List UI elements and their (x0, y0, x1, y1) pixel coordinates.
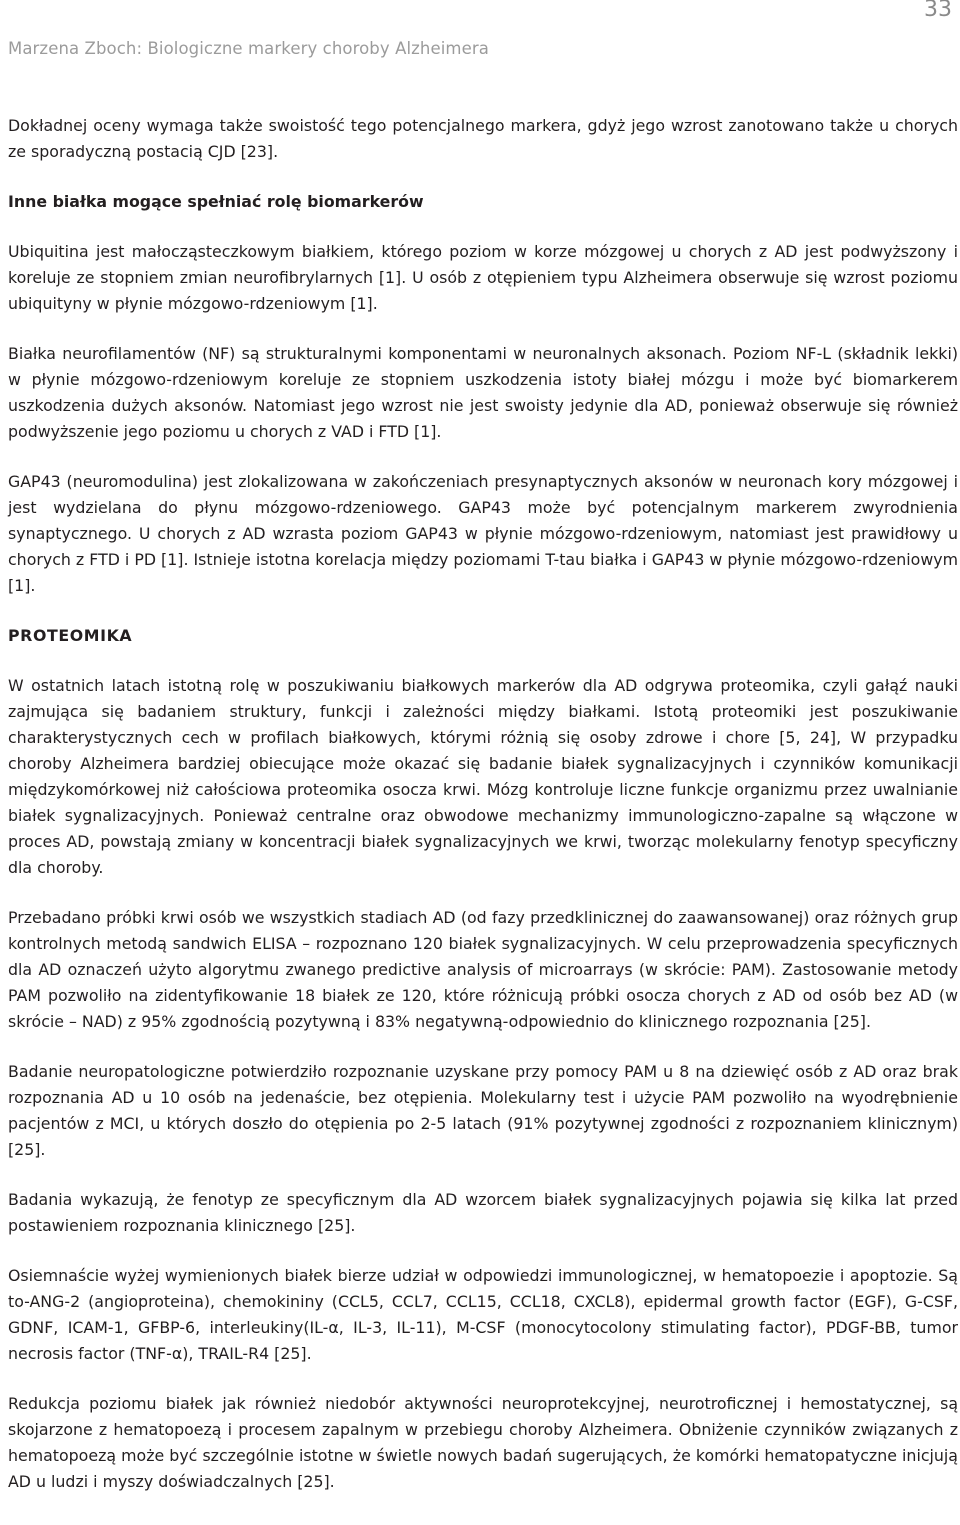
paragraph-elisa: Przebadano próbki krwi osób we wszystkich stadiach AD (od fazy przedklinicznej do zaawansowanej) oraz różnych grup kontrolnych metodą sandwich ELISA – rozpoznano 120 białek sygnalizacyjnych. W celu przeprowadzenia specyficznych dla AD oznaczeń użyto algorytmu zwanego predictive analysis of microarrays (w skrócie: PAM). Zastosowanie metody PAM pozwoliło na zidentyfikowanie 18 białek ze 120, które różnicują próbki osocza chorych z AD od osób bez AD (w skrócie – NAD) z 95% zgodnością pozytywną i 83% negatywną-odpowiednio do klinicznego rozpoznania [25]. (8, 908, 958, 1031)
article-body (8, 113, 958, 1519)
paragraph-intro: Dokładnej oceny wymaga także swoistość tego potencjalnego markera, gdyż jego wzrost zanotowano także u chorych ze sporadyczną postacią CJD [23]. (8, 116, 958, 161)
paragraph-gap43: GAP43 (neuromodulina) jest zlokalizowana w zakończeniach presynaptycznych aksonów w neuronach kory mózgowej i jest wydzielana do płynu mózgowo-rdzeniowego. GAP43 może być potencjalnym markerem zwyrodnienia synaptycznego. U chorych z AD wzrasta poziom GAP43 w płynie mózgowo-rdzeniowym, natomiast jest prawidłowy u chorych z FTD i PD [1]. Istnieje istotna korelacja między poziomami T-tau białka i GAP43 w płynie mózgowo-rdzeniowym [1]. (8, 472, 958, 595)
paragraph-neuropathology: Badanie neuropatologiczne potwierdziło rozpoznanie uzyskane przy pomocy PAM u 8 na dziewięć osób z AD oraz brak rozpoznania AD u 10 osób na jedenaście, bez otępienia. Molekularny test i użycie PAM pozwoliło na wyodrębnienie pacjentów z MCI, u których doszło do otępienia po 2-5 latach (91% pozytywnej zgodności z rozpoznaniem klinicznym) [25]. (8, 1062, 958, 1159)
paragraph-eighteen-proteins: Osiemnaście wyżej wymienionych białek bierze udział w odpowiedzi immunologicznej, w hematopoezie i apoptozie. Są to-ANG-2 (angioproteina), chemokininy (CCL5, CCL7, CCL15, CCL18, CXCL8), epidermal growth factor (EGF), G-CSF, GDNF, ICAM-1, GFBP-6, interleukiny(IL-α, IL-3, IL-11), M-CSF (monocytocolony stimulating factor), PDGF-BB, tumor necrosis factor (TNF-α), TRAIL-R4 [25]. (8, 1266, 958, 1363)
page-number: 33 (924, 0, 952, 22)
section-heading-other-proteins: Inne białka mogące spełniać rolę biomarkerów (8, 192, 424, 211)
running-header: Marzena Zboch: Biologiczne markery choroby Alzheimera (8, 39, 489, 58)
paragraph-phenotype: Badania wykazują, że fenotyp ze specyficznym dla AD wzorcem białek sygnalizacyjnych pojawia się kilka lat przed postawieniem rozpoznania klinicznego [25]. (8, 1190, 958, 1235)
paragraph-proteomics: W ostatnich latach istotną rolę w poszukiwaniu białkowych markerów dla AD odgrywa proteomika, czyli gałąź nauki zajmująca się badaniem struktury, funkcji i zależności między białkami. Istotą proteomiki jest poszukiwanie charakterystycznych cech w profilach białkowych, którymi różnią się osoby zdrowe i chore [5, 24], W przypadku choroby Alzheimera bardziej obiecujące może okazać się badanie białek sygnalizacyjnych i czynników komunikacji międzykomórkowej niż całościowa proteomika osocza krwi. Mózg kontroluje liczne funkcje organizmu przez uwalnianie białek sygnalizacyjnych. Ponieważ centralne oraz obwodowe mechanizmy immunologiczno-zapalne są włączone w proces AD, powstają zmiany w koncentracji białek sygnalizacyjnych we krwi, tworząc molekularny fenotyp specyficzny dla choroby. (8, 676, 958, 877)
paragraph-reduction: Redukcja poziomu białek jak również niedobór aktywności neuroprotekcyjnej, neurotroficznej i hemostatycznej, są skojarzone z hematopoezą i procesem zapalnym w przebiegu choroby Alzheimera. Obniżenie czynników związanych z hematopoezą może być szczególnie istotne w świetle nowych badań sugerujących, że komórki hematopatyczne inicjują AD u ludzi i myszy doświadczalnych [25]. (8, 1394, 958, 1491)
paragraph-ubiquitin: Ubiquitina jest małocząsteczkowym białkiem, którego poziom w korze mózgowej u chorych z AD jest podwyższony i koreluje ze stopniem zmian neurofibrylarnych [1]. U osób z otępieniem typu Alzheimera obserwuje się wzrost poziomu ubiquityny w płynie mózgowo-rdzeniowym [1]. (8, 242, 958, 313)
section-heading-proteomics: PROTEOMIKA (8, 626, 133, 645)
paragraph-neurofilaments: Białka neurofilamentów (NF) są strukturalnymi komponentami w neuronalnych aksonach. Poziom NF-L (składnik lekki) w płynie mózgowo-rdzeniowym koreluje ze stopniem uszkodzenia istoty białej mózgu i może być biomarkerem uszkodzenia dużych aksonów. Natomiast jego wzrost nie jest swoisty jedynie dla AD, ponieważ obserwuje się również podwyższenie jego poziomu u chorych z VAD i FTD [1]. (8, 344, 958, 441)
